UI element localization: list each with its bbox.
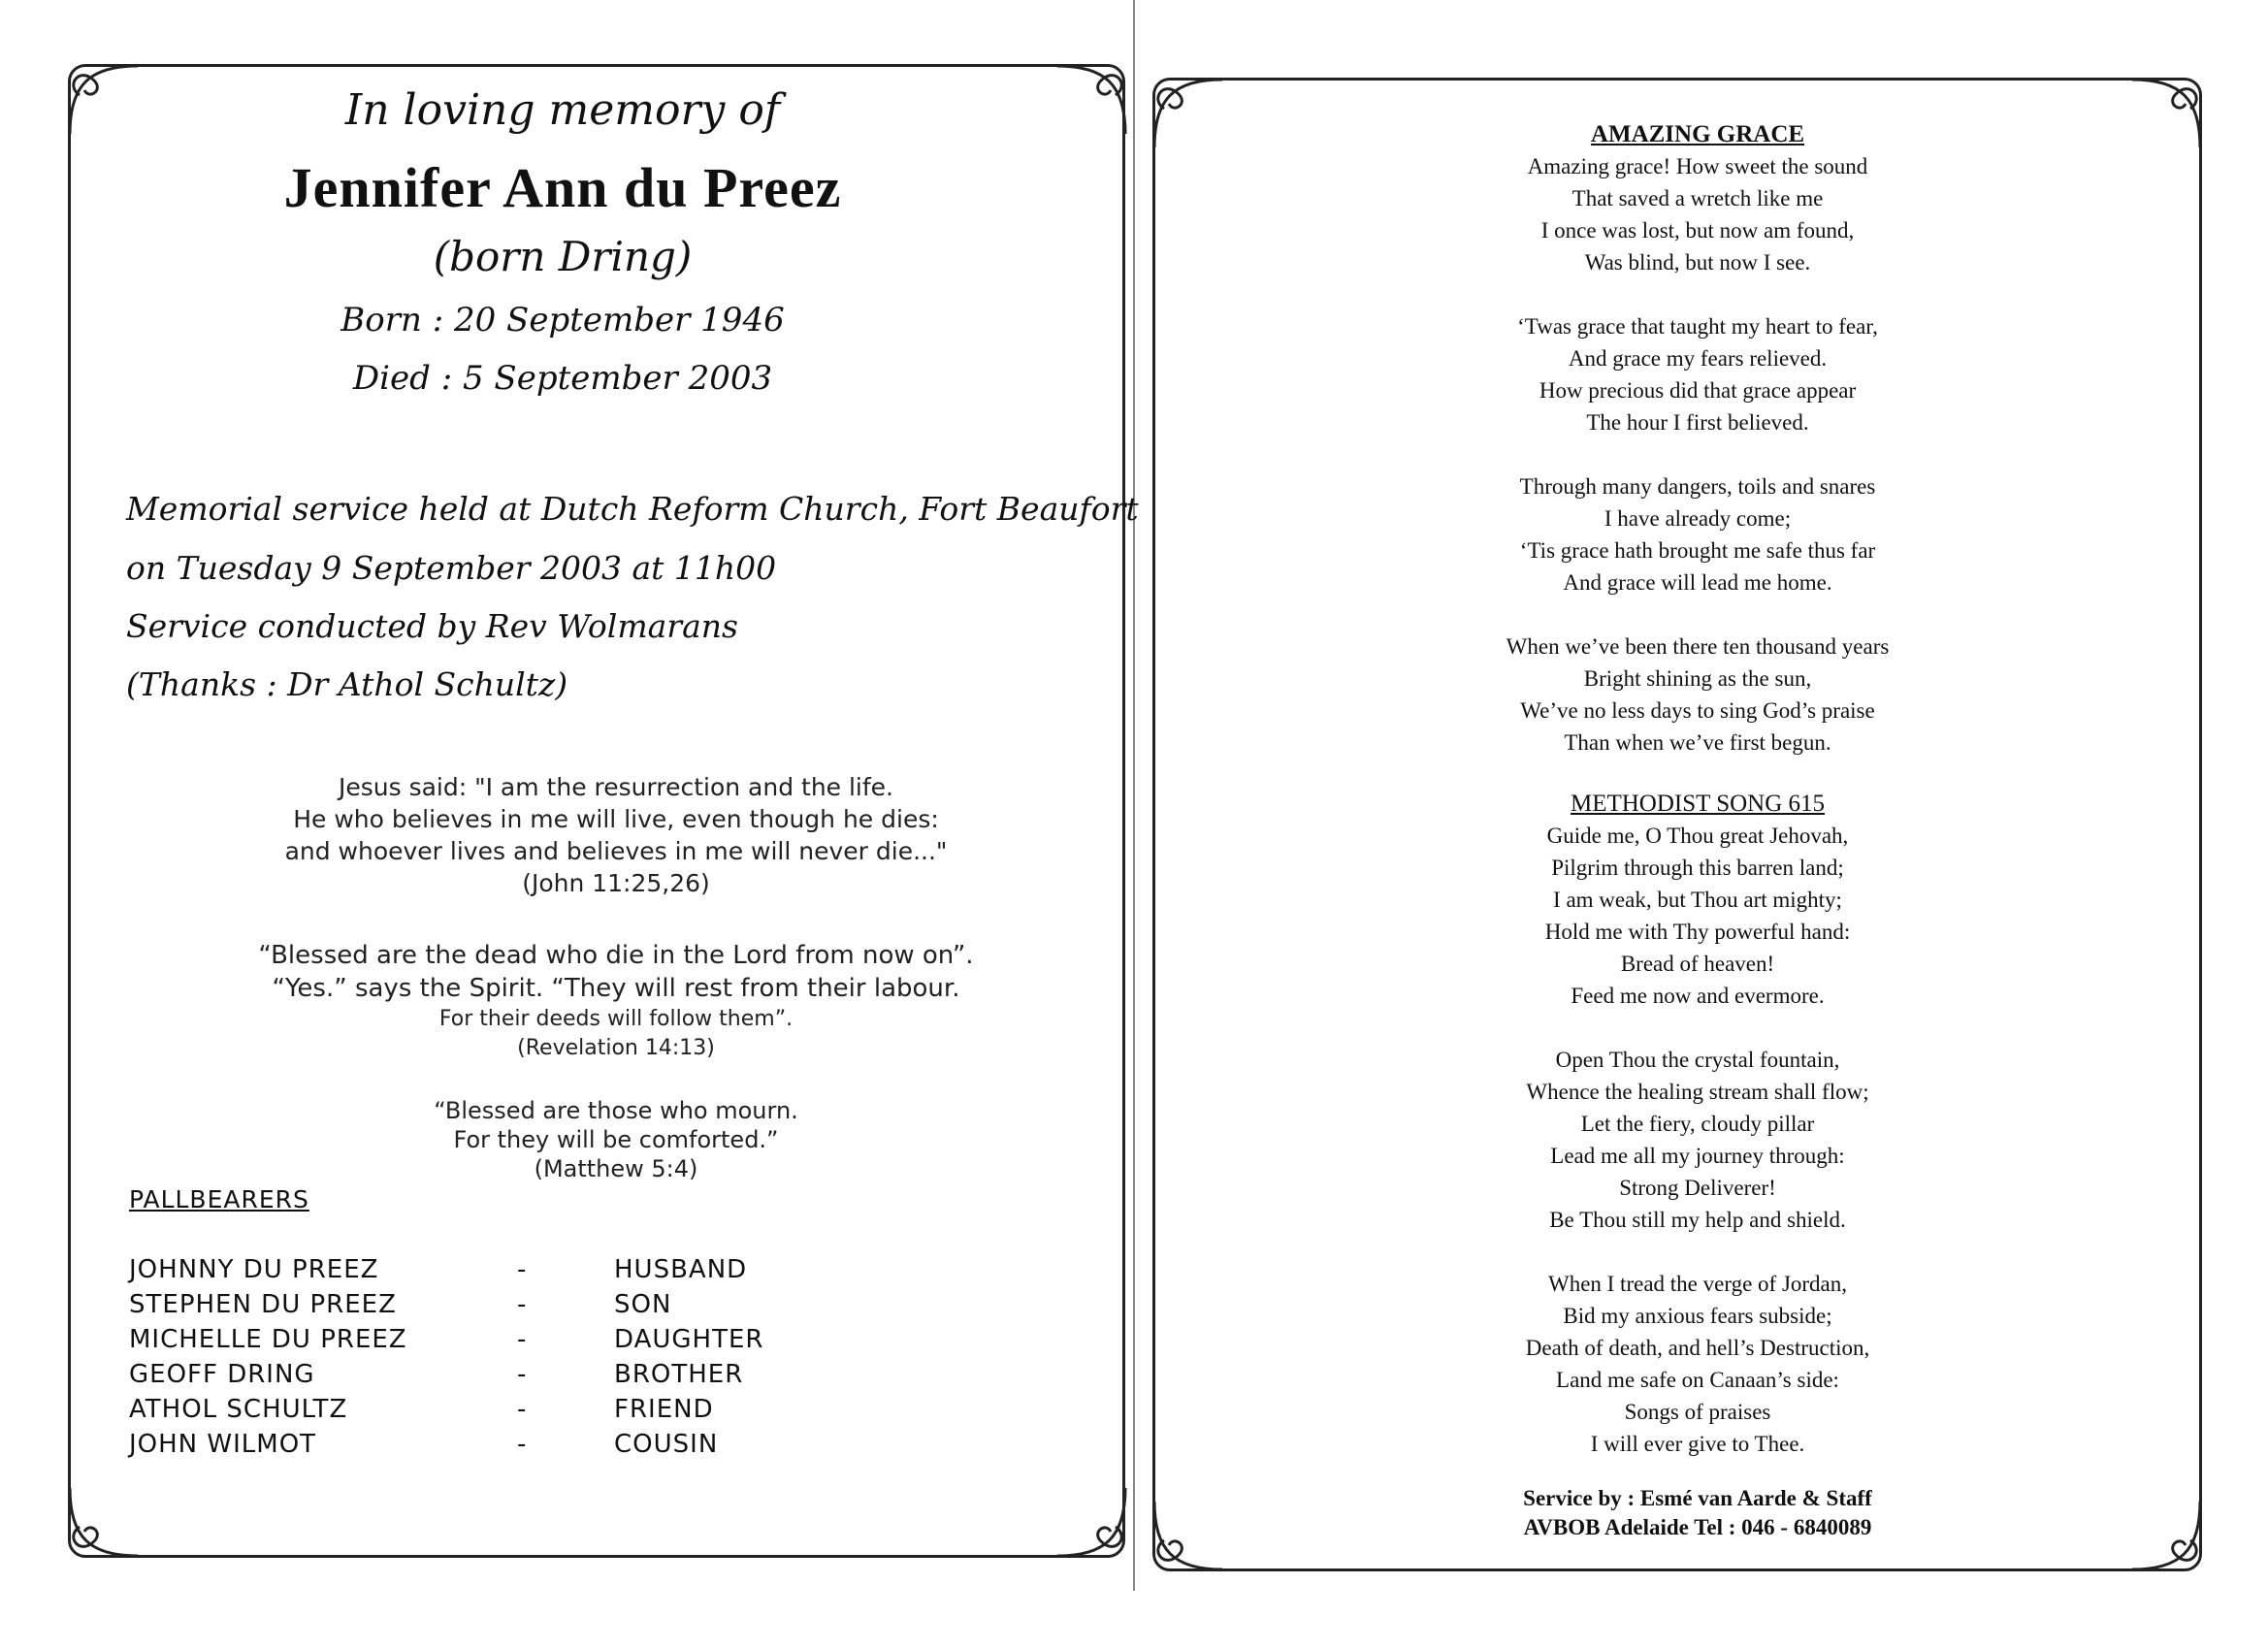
scripture-john <box>0 771 1232 899</box>
hymn-line: The hour I first believed. <box>1586 410 1809 435</box>
funeral-director: Service by : Esmé van Aarde & Staff <box>1523 1486 1872 1510</box>
pallbearer-relation: COUSIN <box>614 1430 719 1459</box>
hymn-line: Bright shining as the sun, <box>1583 666 1812 691</box>
hymn-line: ‘Twas grace that taught my heart to fear, <box>1517 314 1878 339</box>
pallbearers-heading: PALLBEARERS <box>129 1185 309 1213</box>
died-date: Died : 5 September 2003 <box>352 359 773 398</box>
hymn-line: We’ve no less days to sing God’s praise <box>1520 698 1875 723</box>
hymn-stanza <box>1290 150 2105 278</box>
service-credit <box>1290 1484 2105 1542</box>
pallbearer-relation: DAUGHTER <box>614 1325 764 1354</box>
hymn-line: How precious did that grace appear <box>1539 378 1857 403</box>
hymn-title: AMAZING GRACE <box>1590 121 1805 147</box>
scripture-revelation <box>0 939 1232 1063</box>
deceased-name: Jennifer Ann du Preez <box>283 156 842 219</box>
hymn-title: METHODIST SONG 615 <box>1570 791 1826 817</box>
scripture-line: “Blessed are the dead who die in the Lord from now on”. <box>258 941 974 970</box>
hymn-line: Pilgrim through this barren land; <box>1551 856 1844 880</box>
scripture-reference: (Revelation 14:13) <box>517 1036 715 1060</box>
hymn-line: Death of death, and hell’s Destruction, <box>1525 1336 1870 1360</box>
memory-heading: In loving memory of <box>344 85 781 135</box>
hymn-line: Let the fiery, cloudy pillar <box>1580 1112 1815 1136</box>
pallbearer-name: JOHN WILMOT <box>129 1430 317 1459</box>
hymn-line: Hold me with Thy powerful hand: <box>1544 920 1851 944</box>
scripture-line: “Blessed are those who mourn. <box>434 1097 798 1124</box>
hymn-line: Open Thou the crystal fountain, <box>1555 1048 1840 1072</box>
hymn-line: That saved a wretch like me <box>1571 186 1824 210</box>
scripture-reference: (Matthew 5:4) <box>534 1155 698 1182</box>
scripture-matthew <box>0 1096 1232 1183</box>
hymn-line: Bread of heaven! <box>1620 952 1775 976</box>
hymn-stanza <box>1290 310 2105 438</box>
hymn-line: When we’ve been there ten thousand years <box>1506 634 1890 659</box>
hymn-line: When I tread the verge of Jordan, <box>1547 1272 1848 1296</box>
hymn-line: Land me safe on Canaan’s side: <box>1556 1368 1839 1392</box>
service-minister: Service conducted by Rev Wolmarans <box>126 607 738 645</box>
hymn-line: Amazing grace! How sweet the sound <box>1527 154 1868 178</box>
service-thanks: (Thanks : Dr Athol Schultz) <box>126 665 568 703</box>
flourish-icon <box>1145 1492 1232 1579</box>
scripture-line: He who believes in me will live, even though he dies: <box>293 805 939 833</box>
hymn-line: Bid my anxious fears subside; <box>1563 1304 1832 1328</box>
hymn-stanza <box>1290 1044 2105 1236</box>
pallbearer-relation: FRIEND <box>614 1395 714 1424</box>
hymn-line: Feed me now and evermore. <box>1571 984 1825 1008</box>
hymn-line: ‘Tis grace hath brought me safe thus far <box>1519 538 1876 563</box>
maiden-name: (born Dring) <box>433 233 693 280</box>
hymn-line: Was blind, but now I see. <box>1584 250 1811 275</box>
hymn-line: And grace my fears relieved. <box>1568 346 1828 371</box>
hymn-stanza <box>1290 820 2105 1012</box>
hymn-line: Than when we’ve first begun. <box>1564 730 1831 755</box>
hymn-amazing-grace <box>1290 118 2105 791</box>
pallbearer-name: MICHELLE DU PREEZ <box>129 1325 407 1354</box>
flourish-icon <box>1048 1478 1135 1566</box>
scripture-line: For they will be comforted.” <box>453 1126 779 1153</box>
flourish-icon <box>60 1478 147 1566</box>
hymn-stanza <box>1290 1268 2105 1460</box>
scripture-line: and whoever lives and believes in me will never die..." <box>284 837 948 865</box>
pallbearer-relation: BROTHER <box>614 1360 744 1389</box>
hymn-line: And grace will lead me home. <box>1563 570 1832 595</box>
born-date: Born : 20 September 1946 <box>340 301 785 340</box>
pallbearer-name: STEPHEN DU PREEZ <box>129 1290 397 1319</box>
hymn-line: Whence the healing stream shall flow; <box>1526 1080 1869 1104</box>
pallbearer-relation: HUSBAND <box>614 1255 748 1284</box>
hymn-line: Guide me, O Thou great Jehovah, <box>1546 824 1849 848</box>
hymn-line: I have already come; <box>1604 506 1792 531</box>
separator-dash: - <box>517 1395 528 1424</box>
hymn-line: Strong Deliverer! <box>1619 1176 1776 1200</box>
flourish-icon <box>2122 70 2210 157</box>
pallbearer-name: ATHOL SCHULTZ <box>129 1395 348 1424</box>
separator-dash: - <box>517 1255 528 1284</box>
hymn-line: I once was lost, but now am found, <box>1540 218 1855 242</box>
hymn-line: I will ever give to Thee. <box>1590 1432 1805 1456</box>
pallbearer-name: GEOFF DRING <box>129 1360 315 1389</box>
hymn-stanza <box>1290 470 2105 598</box>
pallbearer-name: JOHNNY DU PREEZ <box>129 1255 379 1284</box>
service-date: on Tuesday 9 September 2003 at 11h00 <box>126 549 777 587</box>
hymn-methodist-615 <box>1290 788 2105 1492</box>
separator-dash: - <box>517 1430 528 1459</box>
scripture-line: For their deeds will follow them”. <box>438 1007 794 1031</box>
flourish-icon <box>2122 1492 2210 1579</box>
hymn-line: Be Thou still my help and shield. <box>1549 1208 1846 1232</box>
scripture-line: Jesus said: "I am the resurrection and the life. <box>338 773 894 801</box>
hymn-line: Through many dangers, toils and snares <box>1519 474 1876 499</box>
scripture-reference: (John 11:25,26) <box>522 869 710 897</box>
flourish-icon <box>1145 70 1232 157</box>
scripture-line: “Yes.” says the Spirit. “They will rest from their labour. <box>272 974 960 1003</box>
hymn-stanza <box>1290 630 2105 759</box>
separator-dash: - <box>517 1290 528 1319</box>
contact-phone: AVBOB Adelaide Tel : 046 - 6840089 <box>1523 1515 1872 1539</box>
hymn-line: I am weak, but Thou art mighty; <box>1553 888 1842 912</box>
hymn-line: Songs of praises <box>1624 1400 1771 1424</box>
pallbearer-relation: SON <box>614 1290 672 1319</box>
service-location: Memorial service held at Dutch Reform Church, Fort Beaufort <box>126 490 1139 528</box>
separator-dash: - <box>517 1325 528 1354</box>
separator-dash: - <box>517 1360 528 1389</box>
hymn-line: Lead me all my journey through: <box>1550 1144 1845 1168</box>
